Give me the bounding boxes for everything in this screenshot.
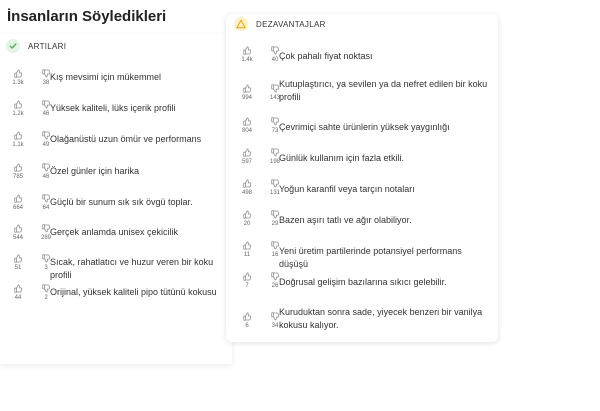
item-text: Sıcak, rahatlatıcı ve huzur veren bir koku profili	[50, 257, 214, 280]
thumbs-up-icon	[243, 210, 252, 219]
item-text: Gerçek anlamda unisex çekicilik	[50, 227, 179, 237]
warning-icon	[234, 17, 248, 31]
item-text: Çevrimiçi sahte ürünlerin yüksek yaygınlığı	[279, 122, 450, 132]
upvote-button[interactable]	[237, 272, 257, 289]
check-icon	[6, 39, 20, 53]
upvote-count: 7	[245, 283, 249, 289]
item-text: Doğrusal gelişim bazılarına sıkıcı gelebilir.	[279, 277, 447, 287]
downvote-count: 34	[271, 323, 279, 329]
downvote-count: 64	[42, 205, 50, 211]
upvote-button[interactable]	[8, 69, 28, 86]
downvote-count: 46	[42, 174, 50, 180]
thumbs-up-icon	[14, 163, 23, 172]
item-text: Kuruduktan sonra sade, yiyecek benzeri bir vanilya kokusu kalıyor.	[279, 307, 483, 330]
upvote-count: 498	[241, 190, 252, 196]
downvote-count: 198	[269, 159, 280, 165]
upvote-count: 11	[243, 252, 251, 258]
upvote-button[interactable]	[8, 224, 28, 241]
thumbs-up-icon	[243, 148, 252, 157]
upvote-button[interactable]	[237, 312, 257, 329]
upvote-button[interactable]	[237, 148, 257, 165]
item-text: Yoğun karanfil veya tarçın notaları	[279, 184, 415, 194]
item-text: Yeni üretim partilerinde potansiyel performans düşüşü	[279, 246, 462, 269]
upvote-button[interactable]	[8, 194, 28, 211]
upvote-button[interactable]	[8, 131, 28, 148]
thumbs-up-icon	[14, 131, 23, 140]
upvote-count: 1.4k	[241, 57, 253, 63]
downvote-count: 131	[269, 190, 280, 196]
upvote-count: 664	[12, 205, 23, 211]
downvote-count: 16	[271, 252, 279, 258]
upvote-button[interactable]	[8, 254, 28, 271]
thumbs-up-icon	[243, 84, 252, 93]
item-text: Çok pahalı fiyat noktası	[279, 51, 373, 61]
thumbs-up-icon	[14, 100, 23, 109]
upvote-count: 44	[14, 295, 22, 301]
pros-header	[6, 39, 66, 53]
downvote-count: 26	[271, 283, 279, 289]
upvote-count: 20	[243, 221, 251, 227]
downvote-count: 29	[271, 221, 279, 227]
thumbs-up-icon	[243, 117, 252, 126]
upvote-count: 1.2k	[12, 111, 24, 117]
upvote-count: 1.1k	[12, 142, 24, 148]
downvote-count: 49	[42, 142, 50, 148]
upvote-count: 544	[12, 235, 23, 241]
downvote-count: 46	[42, 111, 50, 117]
downvote-count: 40	[271, 57, 279, 63]
upvote-button[interactable]	[8, 284, 28, 301]
upvote-count: 51	[14, 265, 22, 271]
item-text: Özel günler için harika	[50, 166, 140, 176]
pros-heading: ARTILARI	[28, 41, 67, 51]
thumbs-up-icon	[14, 254, 23, 263]
downvote-count: 38	[42, 80, 50, 86]
upvote-button[interactable]	[237, 241, 257, 258]
upvote-count: 597	[241, 159, 252, 165]
item-text: Bazen aşırı tatlı ve ağır olabiliyor.	[279, 215, 412, 225]
upvote-button[interactable]	[237, 210, 257, 227]
item-text: Olağanüstü uzun ömür ve performans	[50, 134, 202, 144]
upvote-count: 6	[245, 323, 249, 329]
item-text: Güçlü bir sunum sık sık övgü toplar.	[50, 197, 193, 207]
thumbs-up-icon	[14, 284, 23, 293]
thumbs-up-icon	[243, 312, 252, 321]
item-text: Orijinal, yüksek kaliteli pipo tütünü kokusu	[50, 287, 217, 297]
item-text: Yüksek kaliteli, lüks içerik profili	[50, 103, 176, 113]
item-text: Günlük kullanım için fazla etkili.	[279, 153, 405, 163]
item-text: Kış mevsimi için mükemmel	[50, 72, 162, 82]
upvote-count: 785	[12, 174, 23, 180]
downvote-count: 143	[269, 95, 280, 101]
cons-panel	[226, 14, 498, 342]
downvote-count: 73	[271, 128, 279, 134]
item-text: Kutuplaştırıcı, ya sevilen ya da nefret edilen bir koku profili	[279, 79, 488, 102]
cons-header	[234, 17, 326, 31]
downvote-count: 3	[44, 265, 48, 271]
thumbs-up-icon	[14, 224, 23, 233]
thumbs-up-icon	[14, 69, 23, 78]
thumbs-up-icon	[243, 46, 252, 55]
upvote-button[interactable]	[237, 179, 257, 196]
cons-heading: DEZAVANTAJLAR	[256, 19, 326, 29]
thumbs-up-icon	[243, 272, 252, 281]
downvote-count: 2	[44, 295, 48, 301]
upvote-button[interactable]	[237, 117, 257, 134]
thumbs-up-icon	[243, 179, 252, 188]
downvote-count: 289	[40, 235, 51, 241]
thumbs-up-icon	[14, 194, 23, 203]
thumbs-up-icon	[243, 241, 252, 250]
upvote-button[interactable]	[8, 100, 28, 117]
upvote-count: 804	[241, 128, 252, 134]
upvote-count: 1.3k	[12, 80, 24, 86]
upvote-button[interactable]	[237, 46, 257, 63]
pros-panel	[0, 34, 232, 364]
upvote-count: 994	[241, 95, 252, 101]
upvote-button[interactable]	[8, 163, 28, 180]
upvote-button[interactable]	[237, 84, 257, 101]
page-title: İnsanların Söyledikleri	[7, 8, 167, 25]
